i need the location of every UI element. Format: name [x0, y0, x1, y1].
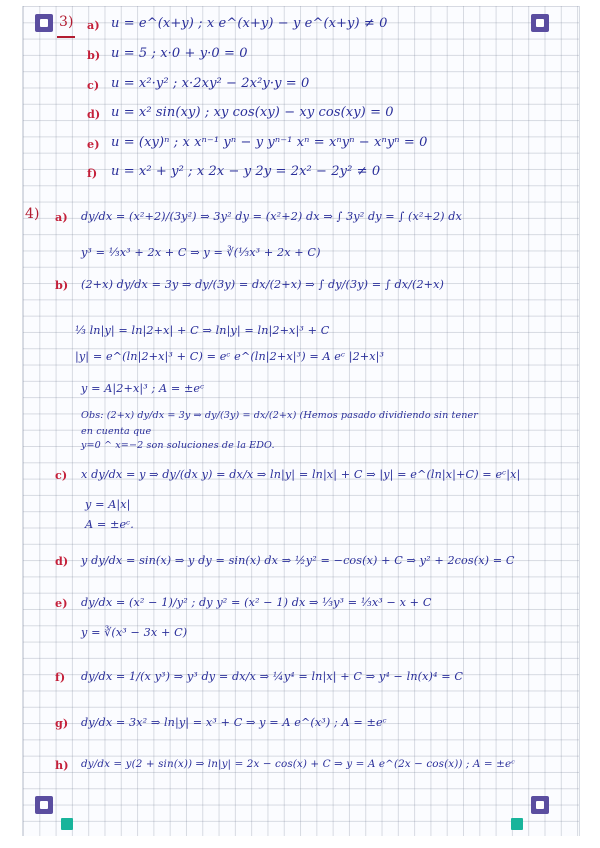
- problem-4d-line-1: y dy/dx = sin(x) ⇒ y dy = sin(x) dx ⇒ ½y² = −cos(x) + C ⇒ y² + 2cos(x) = C: [81, 554, 515, 567]
- problem-4b-line-4: y = A|2+x|³ ; A = ±eᶜ: [81, 382, 205, 395]
- problem-3b-line: u = 5 ; x·0 + y·0 = 0: [111, 46, 248, 61]
- problem-4a-line-2: y³ = ⅓x³ + 2x + C ⇒ y = ∛(⅓x³ + 2x + C): [81, 246, 321, 259]
- problem-4a-line-1: dy/dx = (x²+2)/(3y²) ⇒ 3y² dy = (x²+2) dx ⇒ ∫ 3y² dy = ∫ (x²+2) dx: [81, 210, 462, 223]
- problem-number-underline: [57, 36, 75, 38]
- teal-square-icon: [511, 818, 523, 830]
- problem-3f-line: u = x² + y² ; x 2x − y 2y = 2x² − 2y² ≠ 0: [111, 164, 381, 179]
- item-label: f): [87, 166, 98, 180]
- problem-4e-line-2: y = ∛(x³ − 3x + C): [81, 626, 188, 639]
- problem-4c-line-3: A = ±eᶜ.: [85, 518, 134, 531]
- problem-4b-line-3: |y| = e^(ln|2+x|³ + C) = eᶜ e^(ln|2+x|³) = A eᶜ |2+x|³: [75, 350, 385, 363]
- corner-marker-icon: [531, 14, 549, 32]
- item-label: g): [55, 716, 69, 730]
- item-label: d): [55, 554, 69, 568]
- problem-3c-line: u = x²·y² ; x·2xy² − 2x²y·y = 0: [111, 76, 310, 91]
- item-label: a): [87, 18, 100, 32]
- problem-3e-line: u = (xy)ⁿ ; x xⁿ⁻¹ yⁿ − y yⁿ⁻¹ xⁿ = xⁿyⁿ − xⁿyⁿ = 0: [111, 135, 428, 150]
- item-label: e): [87, 137, 100, 151]
- item-label: e): [55, 596, 68, 610]
- item-label: c): [55, 468, 68, 482]
- problem-4c-line-2: y = A|x|: [85, 498, 131, 511]
- item-label: d): [87, 107, 101, 121]
- item-label: b): [55, 278, 69, 292]
- notebook-page: [22, 6, 580, 836]
- corner-marker-icon: [35, 796, 53, 814]
- problem-3a-line: u = e^(x+y) ; x e^(x+y) − y e^(x+y) ≠ 0: [111, 16, 388, 31]
- problem-3d-line: u = x² sin(xy) ; xy cos(xy) − xy cos(xy) = 0: [111, 105, 394, 120]
- problem-4h-line-1: dy/dx = y(2 + sin(x)) ⇒ ln|y| = 2x − cos(x) + C ⇒ y = A e^(2x − cos(x)) ; A = ±eᶜ: [81, 758, 515, 770]
- teal-square-icon: [61, 818, 73, 830]
- problem-4b-observation-2: en cuenta que: [81, 426, 152, 437]
- corner-marker-icon: [531, 796, 549, 814]
- problem-4b-line-2: ⅓ ln|y| = ln|2+x| + C ⇒ ln|y| = ln|2+x|³ + C: [75, 324, 330, 337]
- item-label: b): [87, 48, 101, 62]
- corner-marker-icon: [35, 14, 53, 32]
- problem-3-number: 3): [59, 14, 74, 30]
- item-label: c): [87, 78, 100, 92]
- problem-4e-line-1: dy/dx = (x² − 1)/y² ; dy y² = (x² − 1) dx ⇒ ⅓y³ = ⅓x³ − x + C: [81, 596, 432, 609]
- problem-4-number: 4): [25, 206, 40, 222]
- item-label: a): [55, 210, 68, 224]
- problem-4c-line-1: x dy/dx = y ⇒ dy/(dx y) = dx/x ⇒ ln|y| = ln|x| + C ⇒ |y| = e^(ln|x|+C) = eᶜ|x|: [81, 468, 521, 481]
- problem-4b-observation-3: y=0 ^ x=−2 son soluciones de la EDO.: [81, 440, 275, 451]
- item-label: f): [55, 670, 66, 684]
- problem-4b-line-1: (2+x) dy/dx = 3y ⇒ dy/(3y) = dx/(2+x) ⇒ ∫ dy/(3y) = ∫ dx/(2+x): [81, 278, 445, 291]
- problem-4f-line-1: dy/dx = 1/(x y³) ⇒ y³ dy = dx/x ⇒ ¼y⁴ = ln|x| + C ⇒ y⁴ − ln(x)⁴ = C: [81, 670, 463, 683]
- item-label: h): [55, 758, 69, 772]
- problem-4g-line-1: dy/dx = 3x² ⇒ ln|y| = x³ + C ⇒ y = A e^(x³) ; A = ±eᶜ: [81, 716, 387, 729]
- problem-4b-observation-1: Obs: (2+x) dy/dx = 3y ⇒ dy/(3y) = dx/(2+x) (Hemos pasado dividiendo sin tener: [81, 410, 478, 421]
